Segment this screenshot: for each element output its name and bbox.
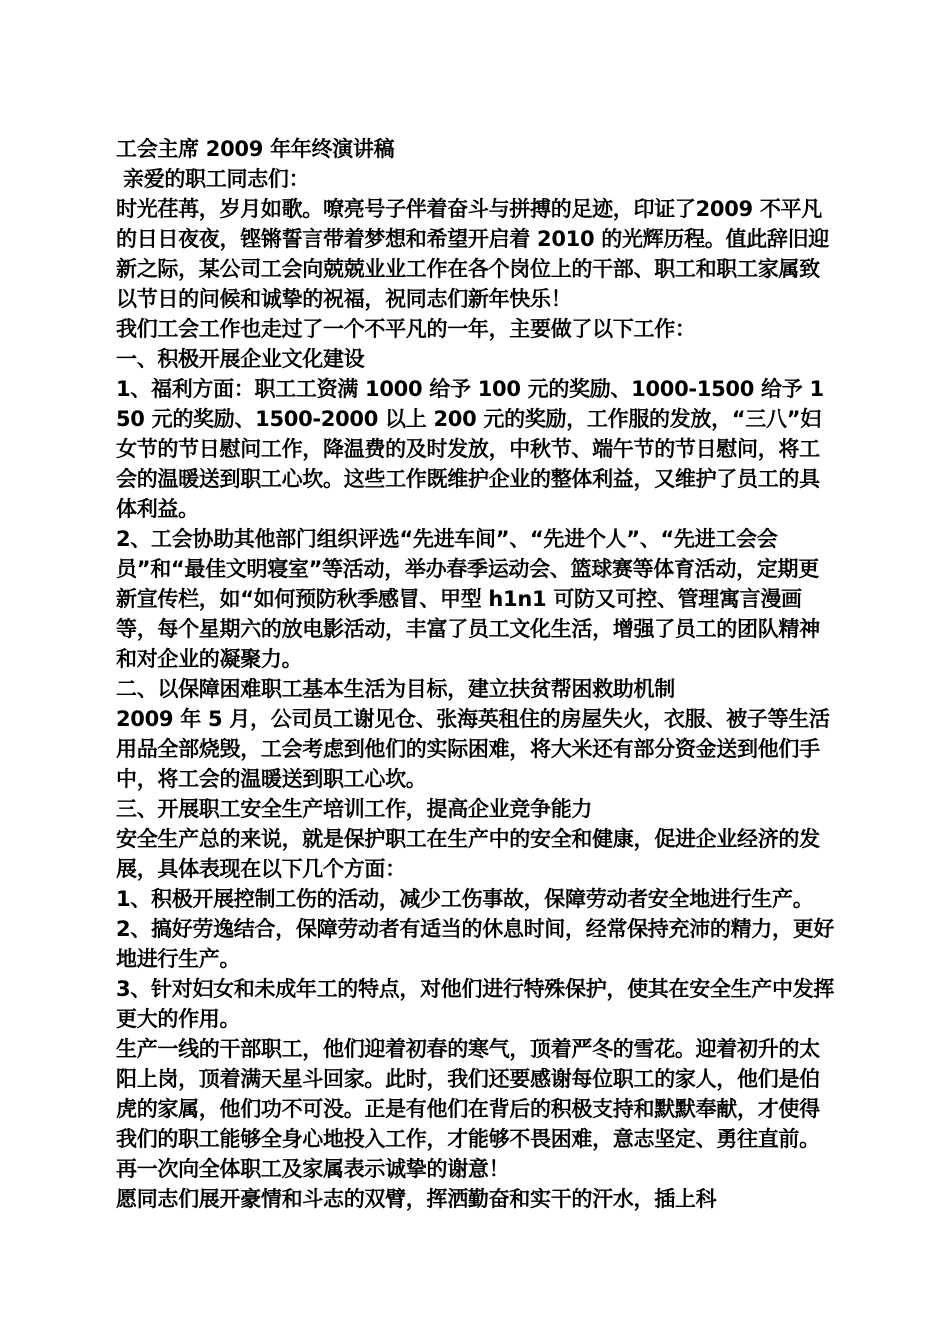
- salutation: 亲爱的职工同志们：: [116, 167, 310, 191]
- document-page: [116, 134, 838, 1214]
- paragraph-activities: 2、工会协助其他部门组织评选“先进车间”、“先进个人”、“先进工会会员”和“最佳文明寝室”等活动，举办春季运动会、篮球赛等体育活动，定期更新宣传栏，如“如何预防秋季感冒、甲型 h1n1 可防又可控、管理寓言漫画等，每个星期六的放电影活动，丰富了员工文化生活，增强了员工的团队精神和对企业的凝聚力。: [116, 527, 820, 671]
- paragraph-thanks: 生产一线的干部职工，他们迎着初春的寒气，顶着严冬的雪花。迎着初升的太阳上岗，顶着满天星斗回家。此时，我们还要感谢每位职工的家人，他们是伯虎的家属，他们功不可没。正是有他们在背后的积极支持和默默奉献，才使得我们的职工能够全身心地投入工作，才能够不畏困难，意志坚定、勇往直前。再一次向全体职工及家属表示诚挚的谢意！: [116, 1037, 820, 1181]
- list-item-1: 1、积极开展控制工伤的活动，减少工伤事故，保障劳动者安全地进行生产。: [116, 887, 814, 911]
- list-item-2: 2、搞好劳逸结合，保障劳动者有适当的休息时间，经常保持充沛的精力，更好地进行生产。: [116, 917, 835, 971]
- section-heading-3: 三、开展职工安全生产培训工作，提高企业竞争能力: [116, 797, 593, 821]
- section-heading-1: 一、积极开展企业文化建设: [116, 347, 365, 371]
- paragraph-opening: 时光荏苒，岁月如歌。嘹亮号子伴着奋斗与拼搏的足迹，印证了2009 不平凡的日日夜夜，铿锵誓言带着梦想和希望开启着 2010 的光辉历程。值此辞旧迎新之际，某公司工会向兢兢业业工作在各个岗位上的干部、职工和职工家属致以节日的问候和诚挚的祝福，祝同志们新年快乐！: [116, 197, 829, 311]
- section-heading-2: 二、以保障困难职工基本生活为目标，建立扶贫帮困救助机制: [116, 677, 675, 701]
- list-item-3: 3、针对妇女和未成年工的特点，对他们进行特殊保护，使其在安全生产中发挥更大的作用。: [116, 977, 835, 1031]
- document-title: 工会主席 2009 年年终演讲稿: [116, 137, 395, 161]
- paragraph-relief: 2009 年 5 月，公司员工谢见仓、张海英租住的房屋失火，衣服、被子等生活用品全部烧毁，工会考虑到他们的实际困难，将大米还有部分资金送到他们手中，将工会的温暖送到职工心坎。: [116, 707, 830, 791]
- paragraph-welfare: 1、福利方面：职工工资满 1000 给予 100 元的奖励、1000-1500 给予 150 元的奖励、1500-2000 以上 200 元的奖励，工作服的发放，“三八”妇女节的节日慰问工作，降温费的及时发放，中秋节、端午节的节日慰问，将工会的温暖送到职工心坎。这些工作既维护企业的整体利益，又维护了员工的具体利益。: [116, 377, 824, 521]
- paragraph-closing: 愿同志们展开豪情和斗志的双臂，挥洒勤奋和实干的汗水，插上科: [116, 1187, 717, 1211]
- paragraph-safety-intro: 安全生产总的来说，就是保护职工在生产中的安全和健康，促进企业经济的发展，具体表现在以下几个方面：: [116, 827, 820, 881]
- paragraph-intro: 我们工会工作也走过了一个不平凡的一年，主要做了以下工作：: [116, 317, 696, 341]
